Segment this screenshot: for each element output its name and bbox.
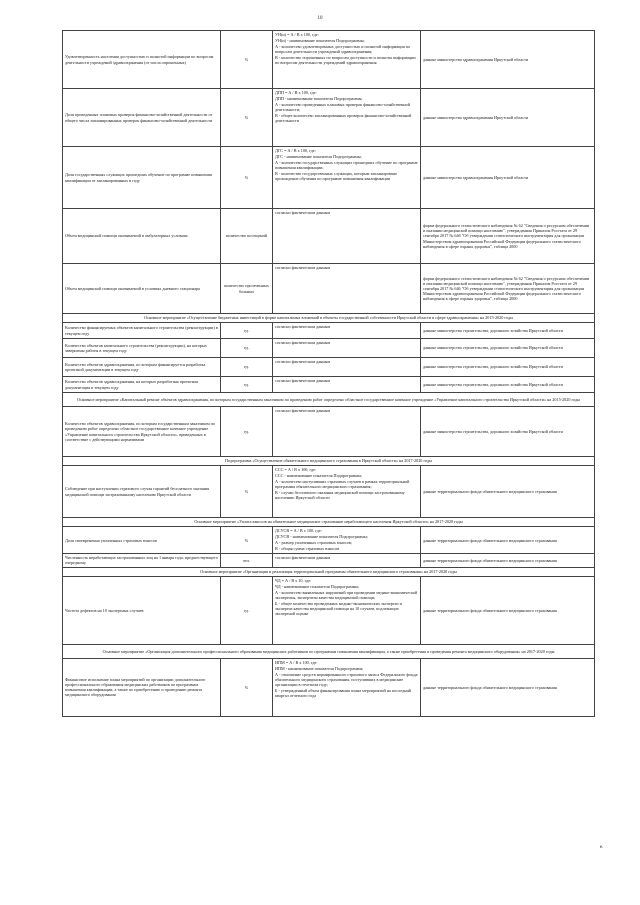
indicator-data-source: данные министерства здравоохранения Иркутской области bbox=[421, 147, 595, 209]
formula-line: А - количество проведенных плановых проверок финансово-хозяйственной деятельности; bbox=[275, 102, 410, 113]
formula-line: согласно фактическим данным bbox=[275, 340, 331, 345]
formula-line: ДПП = А / В х 100, где: bbox=[275, 90, 317, 95]
indicator-data-source: форма федерального статистического наблюдения № 62 "Сведения о ресурсном обеспечении и оказании медицинской помощи населению", утвержденная Приказом Росстата от 29 сентября 2017 № 646 "Об утверждении статистического инструментария для организации Министерством здравоохранения Российской Федерации федерального статистического наблюдения в сфере охраны здоровья", таблица 2000 bbox=[421, 209, 595, 264]
page-number: 10 bbox=[317, 16, 323, 21]
indicator-row bbox=[63, 377, 595, 393]
section-title: Основное мероприятие «Организация дополнительного профессионального образования медицинских работников по программам повышения квалификации, а также приобретения и проведения ремонта медицинского оборудования» на 2017-2020 годы bbox=[63, 644, 595, 658]
indicator-formula bbox=[273, 576, 421, 644]
indicator-row bbox=[63, 209, 595, 264]
indicator-formula bbox=[273, 147, 421, 209]
indicator-data-source: данные территориального фонда обязательного медицинского страхования bbox=[421, 554, 595, 567]
indicator-row bbox=[63, 358, 595, 377]
indicators-table-body bbox=[63, 31, 595, 717]
formula-line: УН(и) - наименование показателя Подпрограммы; bbox=[275, 38, 365, 44]
formula-line: согласно фактическим данным bbox=[275, 265, 331, 270]
formula-line: В - количество государственных служащих, которым запланировано прохождение обучения по программе повышения квалификации bbox=[275, 171, 397, 182]
indicator-row bbox=[63, 466, 595, 518]
section-header-row bbox=[63, 457, 595, 466]
formula-line: В - общее количество запланированных проверок финансово-хозяйственной деятельности bbox=[275, 113, 412, 124]
section-header-row bbox=[63, 644, 595, 658]
indicator-name: Количество объектов здравоохранения, по которым финансируется разработка проектной документации в текущем году bbox=[63, 358, 221, 377]
formula-line: А - количество выявленных нарушений при проведении медико-экономической экспертизы, экспертизы качества медицинской помощи; bbox=[275, 589, 418, 600]
indicator-unit: % bbox=[221, 466, 273, 518]
section-title: Основное мероприятие «Организация и реализация территориальной программы обязательного медицинского страхования» на 2017-2020 годы bbox=[63, 567, 595, 576]
formula-line: ЧД = А / В х 10, где: bbox=[275, 577, 312, 583]
indicator-row bbox=[63, 147, 595, 209]
indicator-row bbox=[63, 658, 595, 716]
indicator-row bbox=[63, 89, 595, 147]
indicator-name: Удовлетворенность населения доступностью и полнотой информации по вопросам деятельности учреждений здравоохранения (от числа опрошенных) bbox=[63, 31, 221, 89]
formula-line: ЧД - наименование показателя Подпрограммы; bbox=[275, 583, 360, 589]
indicator-formula bbox=[273, 31, 421, 89]
formula-line: А - количество наступивших страховых случаев в рамках территориальной программы обязательного медицинского страхования; bbox=[275, 479, 410, 490]
formula-line: согласно фактическим данным bbox=[275, 555, 331, 561]
indicator-name: Объем медицинской помощи оказываемой в амбулаторных условиях bbox=[63, 209, 221, 264]
indicator-data-source: данные министерства строительства, дорожного хозяйства Иркутской области bbox=[421, 358, 595, 377]
formula-line: Б - утвержденный объем финансирования плана мероприятий на последний квартал отчетного года bbox=[275, 688, 411, 699]
indicator-formula bbox=[273, 339, 421, 358]
indicator-formula bbox=[273, 89, 421, 147]
indicator-formula bbox=[273, 209, 421, 264]
indicator-data-source: данные территориального фонда обязательного медицинского страхования bbox=[421, 466, 595, 518]
indicator-data-source: данные территориального фонда обязательного медицинского страхования bbox=[421, 658, 595, 716]
formula-line: ДГС = А / В х 100, где: bbox=[275, 148, 316, 153]
formula-line: согласно фактическим данным bbox=[275, 324, 331, 329]
formula-line: ДСУСВ - наименование показателя Подпрограммы; bbox=[275, 534, 368, 540]
indicator-name: Количество объектов здравоохранения, по которым государственным заказчиком по проведению работ определено областное государственное казенное учреждение «Управление капитального строительства Иркутской области», приведенных в соответствие с действующими нормативами bbox=[63, 407, 221, 457]
indicator-unit: % bbox=[221, 658, 273, 716]
formula-line: ДПП - наименование показателя Подпрограммы; bbox=[275, 96, 363, 102]
indicator-data-source: данные министерства строительства, дорожного хозяйства Иркутской области bbox=[421, 377, 595, 393]
formula-line: ДСУСВ = А / В х 100, где: bbox=[275, 528, 322, 533]
formula-line: ИПМ = А / В х 100, где: bbox=[275, 659, 318, 665]
formula-line: УН(и) = А / В х 100, где: bbox=[275, 32, 319, 37]
section-title: Подпрограмма «Осуществление обязательного медицинского страхования в Иркутской области» на 2017-2020 годы bbox=[63, 457, 595, 466]
section-title: Основное мероприятие «Капитальный ремонт объектов здравоохранения, по которым государственным заказчиком по проведению работ определено областное государственное казенное учреждение «Управление капитального строительства Иркутской области» на 2015-2020 годы bbox=[63, 393, 595, 407]
indicator-unit: ед. bbox=[221, 407, 273, 457]
indicator-name: Доля государственных служащих прошедших обучение по программе повышения квалификации от запланированных в году bbox=[63, 147, 221, 209]
indicator-name: Финансовое исполнение плана мероприятий по организации дополнительного профессионального образования медицинских работников по программам повышения квалификации, а также по приобретению и проведению ремонта медицинского оборудования bbox=[63, 658, 221, 716]
indicator-unit: ед. bbox=[221, 339, 273, 358]
indicator-name: Количество финансируемых объектов капитального строительства (реконструкции) в текущем году bbox=[63, 323, 221, 339]
indicator-formula bbox=[273, 658, 421, 716]
formula-line: Б - общее количество проведенных медико-экономических экспертиз и экспертиз качества медицинской помощи на 10 случаев, подлежащих экспертной оценке bbox=[275, 600, 402, 617]
indicator-formula bbox=[273, 527, 421, 554]
formula-line: согласно фактическим данным bbox=[275, 359, 331, 364]
indicator-data-source: данные министерства здравоохранения Иркутской области bbox=[421, 31, 595, 89]
indicator-data-source: данные территориального фонда обязательного медицинского страхования bbox=[421, 527, 595, 554]
formula-line: В - общая сумма страховых взносов bbox=[275, 546, 340, 552]
indicator-unit: % bbox=[221, 89, 273, 147]
indicator-name: Количество объектов капитального строительства (реконструкции), на которых завершены работы в текущем году bbox=[63, 339, 221, 358]
indicator-row bbox=[63, 407, 595, 457]
indicator-unit: ед. bbox=[221, 377, 273, 393]
indicator-name: Частота дефектов на 10 экспертных случаев bbox=[63, 576, 221, 644]
formula-line: ДГС - наименование показателя Подпрограммы; bbox=[275, 154, 362, 160]
formula-line: А - отношение средств нормированного страхового запаса Федерального фонда обязательного медицинского страхования, поступивших в медицинские организации в отчетном году; bbox=[275, 671, 418, 687]
indicator-data-source: форма федерального статистического наблюдения № 62 "Сведения о ресурсном обеспечении и оказании медицинской помощи населению", утвержденная Приказом Росстата от 29 сентября 2017 № 646 "Об утверждении статистического инструментария для организации Министерством здравоохранения Российской Федерации федерального статистического наблюдения в сфере охраны здоровья", таблица 2000 bbox=[421, 264, 595, 314]
formula-line: А - количество удовлетворенных доступностью и полнотой информации по вопросам деятельности учреждений здравоохранения; bbox=[275, 44, 411, 55]
section-title: Основное мероприятие «Уплата взносов на обязательное медицинское страхование неработающего населения Иркутской области» на 2017-2020 годы bbox=[63, 518, 595, 527]
indicator-formula bbox=[273, 358, 421, 377]
indicator-row bbox=[63, 527, 595, 554]
indicator-unit: ед. bbox=[221, 323, 273, 339]
indicators-table bbox=[62, 30, 595, 717]
section-header-row bbox=[63, 518, 595, 527]
section-header-row bbox=[63, 567, 595, 576]
indicator-row bbox=[63, 554, 595, 567]
formula-line: согласно фактическим данным bbox=[275, 378, 331, 383]
formula-line: согласно фактическим данным bbox=[275, 408, 331, 413]
indicator-unit: чел. bbox=[221, 554, 273, 567]
formula-line: ССС - наименование показателя Подпрограммы; bbox=[275, 473, 363, 479]
indicator-unit: ед. bbox=[221, 358, 273, 377]
formula-line: А - размер уплаченных страховых взносов; bbox=[275, 540, 353, 546]
indicator-data-source: данные министерства строительства, дорожного хозяйства Иркутской области bbox=[421, 323, 595, 339]
indicator-data-source: данные министерства строительства, дорожного хозяйства Иркутской области bbox=[421, 407, 595, 457]
indicator-name: Доля проведенных плановых проверок финансово-хозяйственной деятельности от общего числа запланированных проверок финансово-хозяйственной деятельности bbox=[63, 89, 221, 147]
formula-line: ССС = А / В х 100, где: bbox=[275, 467, 317, 472]
indicator-unit: % bbox=[221, 31, 273, 89]
indicator-formula bbox=[273, 554, 421, 567]
indicator-formula bbox=[273, 466, 421, 518]
indicator-row bbox=[63, 323, 595, 339]
indicator-formula bbox=[273, 407, 421, 457]
indicator-name: Количество объектов здравоохранения, на которых разработана проектная документация в текущем году bbox=[63, 377, 221, 393]
indicator-data-source: данные министерства строительства, дорожного хозяйства Иркутской области bbox=[421, 339, 595, 358]
formula-line: В - случаи бесплатного оказания медицинской помощи застрахованному населению Иркутской области bbox=[275, 490, 405, 501]
indicator-unit: ед. bbox=[221, 576, 273, 644]
indicator-row bbox=[63, 264, 595, 314]
indicator-formula bbox=[273, 377, 421, 393]
formula-line: В - количество опрошенных по вопросам доступности и полноты информации по вопросам деятельности учреждений здравоохранения bbox=[275, 55, 416, 66]
indicator-unit: количество пролеченных больных bbox=[221, 264, 273, 314]
indicator-unit: % bbox=[221, 527, 273, 554]
section-header-row bbox=[63, 314, 595, 323]
indicator-data-source: данные территориального фонда обязательного медицинского страхования bbox=[421, 576, 595, 644]
section-title: Основное мероприятие «Осуществление бюджетных инвестиций в форме капитальных вложений в объекты государственной собственности Иркутской области в сфере здравоохранения» на 2015-2020 годы bbox=[63, 314, 595, 323]
indicator-name: Численность неработающих застрахованных лиц на 1 января года, предшествующего очередному bbox=[63, 554, 221, 567]
indicator-formula bbox=[273, 264, 421, 314]
indicator-name: Доля своевременно уплаченных страховых взносов bbox=[63, 527, 221, 554]
indicator-unit: количество посещений bbox=[221, 209, 273, 264]
section-header-row bbox=[63, 393, 595, 407]
formula-line: ИПМ - наименование показателя Подпрограммы; bbox=[275, 665, 364, 671]
indicator-data-source: данные министерства здравоохранения Иркутской области bbox=[421, 89, 595, 147]
indicator-name: Соблюдение при наступлении страхового случая гарантий бесплатного оказания медицинской помощи застрахованному населению Иркутской области bbox=[63, 466, 221, 518]
indicator-unit: % bbox=[221, 147, 273, 209]
margin-mark: е. bbox=[600, 845, 604, 850]
formula-line: согласно фактическим данным bbox=[275, 210, 331, 215]
indicator-row bbox=[63, 576, 595, 644]
indicator-row bbox=[63, 31, 595, 89]
indicator-row bbox=[63, 339, 595, 358]
indicator-name: Объем медицинской помощи оказываемой в условиях дневного стационара bbox=[63, 264, 221, 314]
indicator-formula bbox=[273, 323, 421, 339]
formula-line: А - количество государственных служащих прошедших обучение по программе повышения квалификации; bbox=[275, 160, 418, 171]
